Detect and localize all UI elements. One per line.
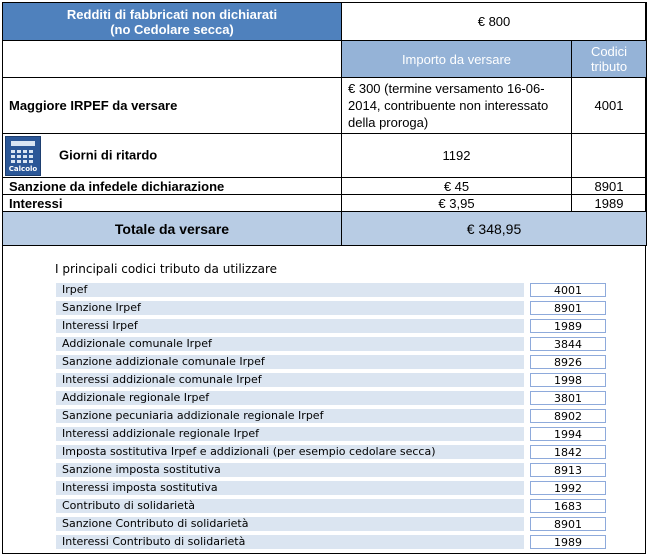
code-row — [56, 300, 606, 318]
code-name: Sanzione pecuniaria addizionale regionale Irpef — [56, 409, 524, 423]
row-value: € 45 — [342, 178, 572, 195]
code-name: Imposta sostitutiva Irpef e addizionali (per esempio cedolare secca) — [56, 445, 524, 459]
row-sanzione — [3, 178, 647, 195]
code-row — [56, 318, 606, 336]
code-value: 3801 — [530, 391, 606, 405]
code-name: Interessi addizionale comunale Irpef — [56, 373, 524, 387]
code-row — [56, 282, 606, 300]
row-maggiore-irpef — [3, 78, 647, 134]
header-label — [3, 3, 342, 41]
header-row — [3, 3, 647, 41]
code-name: Addizionale comunale Irpef — [56, 337, 524, 351]
row-code: 4001 — [572, 78, 647, 134]
calculator-icon[interactable] — [5, 136, 41, 176]
code-row — [56, 408, 606, 426]
row-code — [572, 134, 647, 178]
code-name: Interessi imposta sostitutiva — [56, 481, 524, 495]
header-label-line1: Redditi di fabbricati non dichiarati — [66, 6, 278, 22]
code-row — [56, 336, 606, 354]
code-value: 8902 — [530, 409, 606, 423]
row-interessi — [3, 195, 647, 212]
col-codici-line1: Codici — [590, 44, 628, 59]
row-value: 1192 — [342, 134, 572, 178]
code-value: 8901 — [530, 517, 606, 531]
row-label: Interessi — [3, 195, 342, 212]
column-header-row — [3, 41, 647, 78]
row-value: € 3,95 — [342, 195, 572, 212]
row-giorni-ritardo — [3, 134, 647, 178]
code-row — [56, 426, 606, 444]
code-name: Sanzione Irpef — [56, 301, 524, 315]
code-value: 8901 — [530, 301, 606, 315]
codes-list — [56, 282, 606, 552]
code-row — [56, 444, 606, 462]
code-name: Interessi Contributo di solidarietà — [56, 535, 524, 549]
code-row — [56, 534, 606, 552]
row-value: € 300 (termine versamento 16-06-2014, contribuente non interessato della proroga) — [342, 78, 572, 134]
header-label-line2: (no Cedolare secca) — [110, 21, 234, 37]
code-value: 1989 — [530, 535, 606, 549]
code-name: Interessi Irpef — [56, 319, 524, 333]
code-value: 3844 — [530, 337, 606, 351]
row-code: 8901 — [572, 178, 647, 195]
code-name: Interessi addizionale regionale Irpef — [56, 427, 524, 441]
code-value: 1998 — [530, 373, 606, 387]
col-codici — [572, 41, 647, 78]
calculation-table — [2, 2, 647, 246]
code-value: 1994 — [530, 427, 606, 441]
code-row — [56, 516, 606, 534]
code-value: 1683 — [530, 499, 606, 513]
empty-header-cell — [3, 41, 342, 78]
total-value: € 348,95 — [342, 212, 647, 246]
code-value: 8926 — [530, 355, 606, 369]
code-row — [56, 390, 606, 408]
code-value: 4001 — [530, 283, 606, 297]
row-label: Maggiore IRPEF da versare — [3, 78, 342, 134]
row-label-cell — [3, 134, 342, 178]
total-label: Totale da versare — [3, 212, 342, 246]
code-value: 1992 — [530, 481, 606, 495]
row-code: 1989 — [572, 195, 647, 212]
code-row — [56, 498, 606, 516]
total-row — [3, 212, 647, 246]
col-codici-line2: tributo — [590, 59, 628, 74]
header-value: € 800 — [342, 3, 647, 41]
row-label: Sanzione da infedele dichiarazione — [3, 178, 342, 195]
code-row — [56, 354, 606, 372]
codes-title: I principali codici tributo da utilizzare — [55, 262, 278, 276]
code-name: Irpef — [56, 283, 524, 297]
row-label: Giorni di ritardo — [59, 146, 158, 162]
code-name: Addizionale regionale Irpef — [56, 391, 524, 405]
col-importo: Importo da versare — [342, 41, 572, 78]
code-row — [56, 462, 606, 480]
code-row — [56, 480, 606, 498]
code-row — [56, 372, 606, 390]
code-value: 1989 — [530, 319, 606, 333]
code-name: Contributo di solidarietà — [56, 499, 524, 513]
code-name: Sanzione imposta sostitutiva — [56, 463, 524, 477]
calculator-icon-caption: Calcolo — [8, 164, 38, 173]
code-name: Sanzione Contributo di solidarietà — [56, 517, 524, 531]
code-name: Sanzione addizionale comunale Irpef — [56, 355, 524, 369]
code-value: 8913 — [530, 463, 606, 477]
code-value: 1842 — [530, 445, 606, 459]
